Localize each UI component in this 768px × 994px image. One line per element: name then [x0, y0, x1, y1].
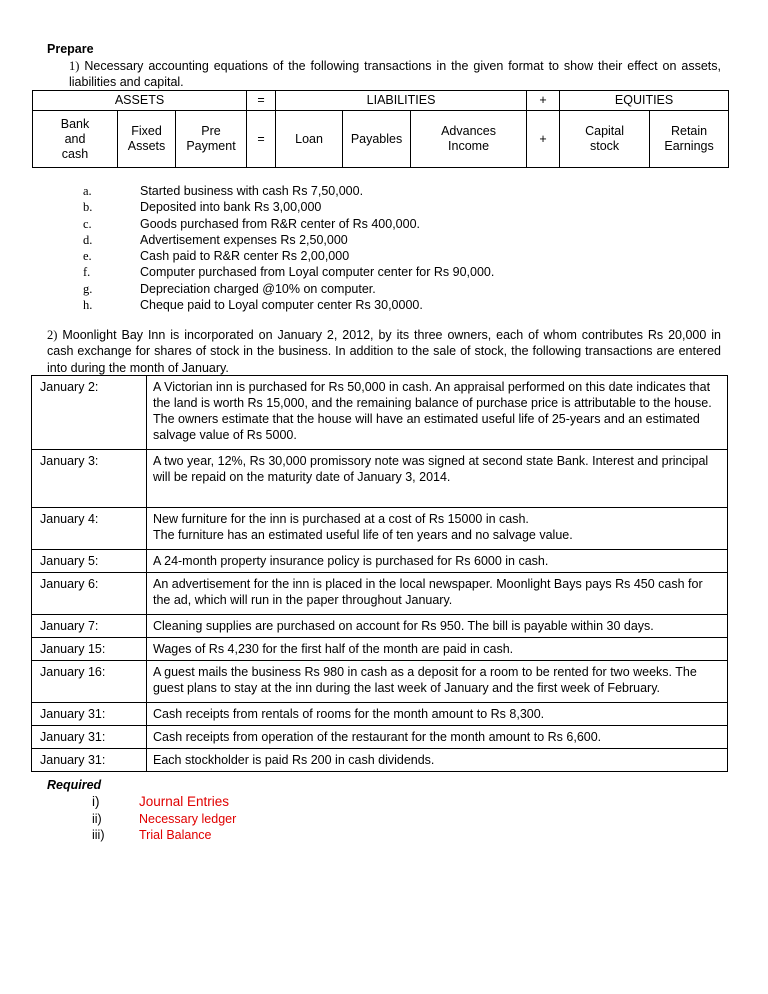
required-number: iii) [92, 828, 105, 842]
date-cell: January 31: [32, 749, 147, 772]
question-1 [69, 58, 721, 90]
question-2-number: 2) [47, 328, 58, 342]
list-item [83, 297, 494, 313]
date-cell: January 15: [32, 638, 147, 661]
transaction-letter: h. [83, 298, 93, 313]
date-cell: January 31: [32, 703, 147, 726]
description-cell: A guest mails the business Rs 980 in cash as a deposit for a room to be rented for two weeks. The guest plans to stay at the inn during the last week of January and the first week of February. [147, 661, 728, 703]
column-loan: Loan [276, 111, 343, 168]
list-item [83, 248, 494, 264]
question-2-text: Moonlight Bay Inn is incorporated on January 2, 2012, by its three owners, each of whom contributes Rs 20,000 in cash exchange for shares of stock in the business. In addition to the sale of stock, the following transactions are entered into during the month of January. [47, 328, 721, 375]
question-1-text: Necessary accounting equations of the following transactions in the given format to show their effect on assets, liabilities and capital. [69, 59, 721, 89]
header-equals: = [247, 91, 276, 111]
required-text: Necessary ledger [139, 811, 237, 826]
description-cell: A Victorian inn is purchased for Rs 50,000 in cash. An appraisal performed on this date indicates that the land is worth Rs 15,000, and the remaining balance of purchase price is attributable to the house. The owners estimate that the house will have an estimated useful life of 25-years and an estimated salvage value of Rs 5000. [147, 376, 728, 450]
list-item [83, 216, 494, 232]
header-equities: EQUITIES [560, 91, 729, 111]
table-row [32, 703, 728, 726]
column-payables: Payables [343, 111, 411, 168]
table-row [32, 573, 728, 615]
date-cell: January 3: [32, 450, 147, 508]
column-retain-earnings: Retain Earnings [650, 111, 729, 168]
required-text: Trial Balance [139, 828, 212, 842]
column-advances-income: Advances Income [411, 111, 527, 168]
table-row [32, 661, 728, 703]
prepare-heading: Prepare [47, 42, 94, 56]
date-cell: January 2: [32, 376, 147, 450]
header-plus: + [527, 91, 560, 111]
transaction-text: Goods purchased from R&R center of Rs 400,000. [140, 216, 421, 231]
required-text: Journal Entries [139, 794, 230, 809]
date-cell: January 31: [32, 726, 147, 749]
transaction-text: Advertisement expenses Rs 2,50,000 [140, 232, 348, 247]
transaction-letter: e. [83, 249, 92, 264]
list-item [83, 199, 494, 215]
transaction-list [83, 183, 494, 313]
transaction-letter: f. [83, 265, 91, 280]
description-cell: Cash receipts from operation of the restaurant for the month amount to Rs 6,600. [147, 726, 728, 749]
question-2 [47, 327, 721, 376]
column-bank-and-cash: Bank and cash [33, 111, 118, 168]
column-pre-payment: Pre Payment [176, 111, 247, 168]
transaction-text: Computer purchased from Loyal computer center for Rs 90,000. [140, 265, 495, 280]
transaction-letter: d. [83, 232, 93, 247]
transaction-text: Depreciation charged @10% on computer. [140, 281, 376, 296]
january-transactions-table [31, 375, 728, 772]
question-1-number: 1) [69, 59, 80, 73]
header-assets: ASSETS [33, 91, 247, 111]
column-fixed-assets: Fixed Assets [118, 111, 176, 168]
transaction-text: Cheque paid to Loyal computer center Rs 30,0000. [140, 298, 423, 313]
transaction-letter: g. [83, 281, 93, 296]
required-heading: Required [47, 778, 102, 792]
transaction-letter: a. [83, 184, 92, 198]
header-liabilities: LIABILITIES [276, 91, 527, 111]
description-cell: Cleaning supplies are purchased on account for Rs 950. The bill is payable within 30 days. [147, 615, 728, 638]
required-list [92, 794, 236, 844]
date-cell: January 7: [32, 615, 147, 638]
description-cell: Each stockholder is paid Rs 200 in cash dividends. [147, 749, 728, 772]
list-item [92, 827, 236, 844]
list-item [92, 794, 236, 811]
transaction-letter: b. [83, 200, 93, 215]
table-row [32, 749, 728, 772]
column-capital-stock: Capital stock [560, 111, 650, 168]
required-number: ii) [92, 811, 102, 826]
list-item [83, 183, 494, 199]
description-cell: A two year, 12%, Rs 30,000 promissory note was signed at second state Bank. Interest and principal will be repaid on the maturity date of January 3, 2014. [147, 450, 728, 508]
required-number: i) [92, 794, 100, 809]
description-cell: Wages of Rs 4,230 for the first half of the month are paid in cash. [147, 638, 728, 661]
date-cell: January 16: [32, 661, 147, 703]
transaction-text: Started business with cash Rs 7,50,000. [140, 184, 364, 198]
table-row [32, 638, 728, 661]
column-equals: = [247, 111, 276, 168]
transaction-text: Deposited into bank Rs 3,00,000 [140, 200, 322, 215]
table-row [32, 615, 728, 638]
description-cell: Cash receipts from rentals of rooms for the month amount to Rs 8,300. [147, 703, 728, 726]
description-cell: A 24-month property insurance policy is purchased for Rs 6000 in cash. [147, 550, 728, 573]
transaction-letter: c. [83, 216, 92, 231]
list-item [92, 811, 236, 828]
date-cell: January 5: [32, 550, 147, 573]
table-row [32, 550, 728, 573]
table-row [32, 508, 728, 550]
table-row [32, 376, 728, 450]
list-item [83, 264, 494, 280]
accounting-equation-table [32, 90, 729, 168]
date-cell: January 6: [32, 573, 147, 615]
transaction-text: Cash paid to R&R center Rs 2,00,000 [140, 249, 350, 264]
list-item [83, 232, 494, 248]
table-row [32, 450, 728, 508]
list-item [83, 281, 494, 297]
column-plus: + [527, 111, 560, 168]
description-cell: New furniture for the inn is purchased at a cost of Rs 15000 in cash. The furniture has an estimated useful life of ten years and no salvage value. [147, 508, 728, 550]
date-cell: January 4: [32, 508, 147, 550]
table-row [32, 726, 728, 749]
description-cell: An advertisement for the inn is placed in the local newspaper. Moonlight Bays pays Rs 450 cash for the ad, which will run in the paper throughout January. [147, 573, 728, 615]
